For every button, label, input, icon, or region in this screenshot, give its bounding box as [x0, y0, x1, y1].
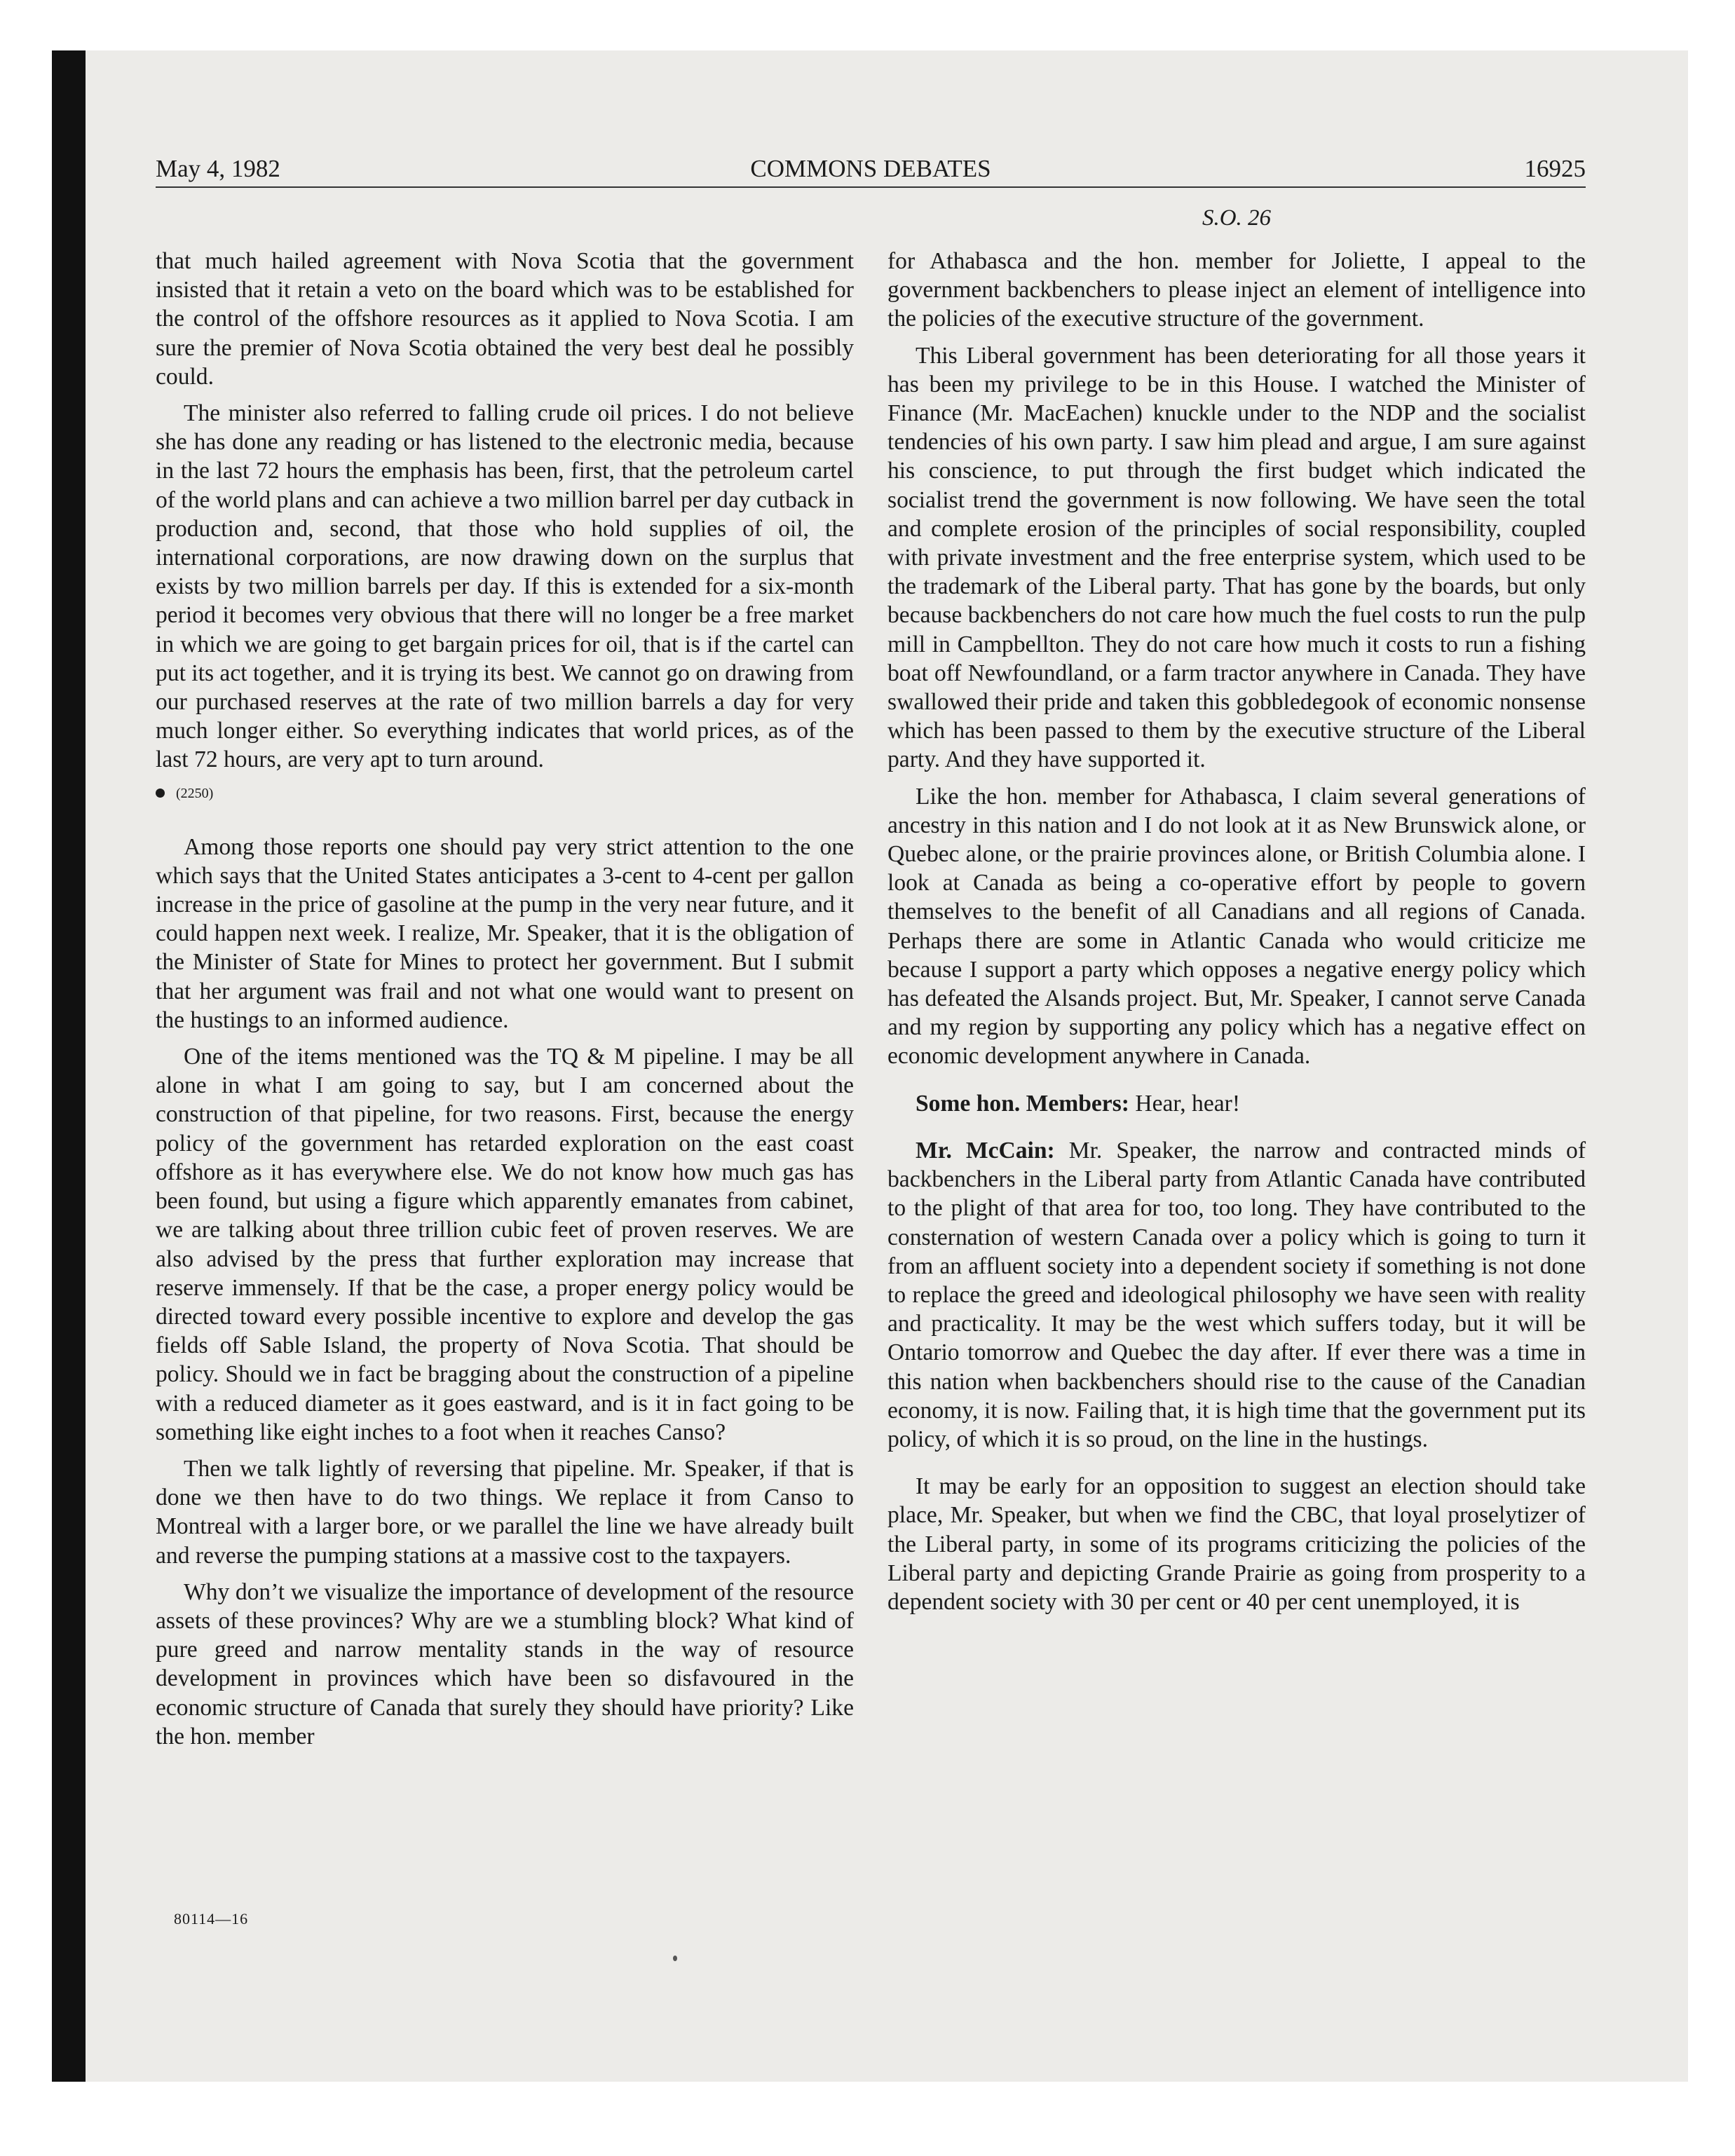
paragraph: for Athabasca and the hon. member for Joliette, I appeal to the government backbenchers to please inject an element of intelligence into the policies of the executive structure of the government. — [887, 248, 1586, 332]
time-marker-label: (2250) — [176, 785, 214, 801]
header-page-number: 16925 — [1524, 155, 1586, 182]
header-rule — [156, 186, 1586, 188]
paragraph: It may be early for an opposition to suggest an election should take place, Mr. Speaker, but when we find the CBC, that loyal proselytizer of the Liberal party, in some of its programs criticizing the policies of the Liberal party and depicting Grande Prairie as going from prosperity to a dependent society with 30 per cent or 40 per cent unemployed, it is — [887, 1473, 1586, 1615]
speaker-name: Some hon. Members: — [916, 1090, 1129, 1117]
speech-text: Mr. Speaker, the narrow and contracted minds of backbenchers in the Liberal party from Atlantic Canada have contributed to the plight of that area for too, too long. They have contributed to the consternation of western Canada over a policy which is going to turn it from an affluent society into a dependent society if something is not done to replace the greed and ideological philosophy we have seen with reality and practicality. It may be the west which suffers today, but it will be Ontario tomorrow and Quebec the day after. If ever there was a time in this nation when backbenchers should rise to the cause of the Canadian economy, it is now. Failing that, it is high time that the government put its policy, of which it is so proud, on the line in the hustings. — [887, 1137, 1586, 1452]
left-column — [156, 247, 854, 1759]
scan-speck — [673, 1956, 677, 1961]
paragraph: The minister also referred to falling crude oil prices. I do not believe she has done any reading or has listened to the electronic media, because in the last 72 hours the emphasis has been, first, that the petroleum cartel of the world plans and can achieve a two million barrel per day cutback in production and, second, that those who hold supplies of oil, the international corporations, are now drawing down on the surplus that exists by two million barrels per day. If this is extended for a six-month period it becomes very obvious that there will no longer be a free market in which we are going to get bargain prices for oil, that is if the cartel can put its act together, and it is trying its best. We cannot go on drawing from our purchased reserves at the rate of two million barrels a day for very much longer either. So everything indicates that world prices, as of the last 72 hours, are very apt to turn around. — [156, 400, 854, 773]
paragraph: Among those reports one should pay very strict attention to the one which says that the United States anticipates a 3-cent to 4-cent per gallon increase in the price of gasoline at the pump in the very near future, and it could happen next week. I realize, Mr. Speaker, that it is the obligation of the Minister of State for Mines to protect her government. But I submit that her argument was frail and not what one would want to present on the hustings to an informed audience. — [156, 833, 854, 1033]
paragraph: One of the items mentioned was the TQ & M pipeline. I may be all alone in what I am going to say, but I am concerned about the construction of that pipeline, for two reasons. First, because the energy policy of the government has retarded exploration on the east coast offshore as it has everywhere else. We do not know how much gas has been found, but using a figure which apparently emanates from cabinet, we are talking about three trillion cubic feet of proven reserves. We are also advised by the press that further exploration may increase that reserve immensely. If that be the case, a proper energy policy would be directed toward every possible incentive to explore and develop the gas fields off Sable Island, the property of Nova Scotia. That should be policy. Should we in fact be bragging about the construction of a pipeline with a reduced diameter as it goes eastward, and is it in fact going to be something like eight inches to a foot when it reaches Canso? — [156, 1044, 854, 1445]
interjection-text: Hear, hear! — [1129, 1090, 1241, 1117]
page-header — [156, 153, 1586, 185]
paragraph: Like the hon. member for Athabasca, I claim several generations of ancestry in this nation and I do not look at it as New Brunswick alone, or Quebec alone, or the prairie provinces alone, or British Columbia alone. I look at Canada as being a co-operative effort by people to govern themselves to the benefit of all Canadians and all regions of Canada. Perhaps there are some in Atlantic Canada who would criticize me because I support a party which opposes a negative energy policy which has defeated the Alsands project. But, Mr. Speaker, I cannot serve Canada and my region by supporting any policy which has a negative effect on economic development anywhere in Canada. — [887, 783, 1586, 1070]
paragraph: This Liberal government has been deteriorating for all those years it has been my privilege to be in this House. I watched the Minister of Finance (Mr. MacEachen) knuckle under to the NDP and the socialist tendencies of his own party. I saw him plead and argue, I am sure against his conscience, to put through the first budget which indicated the socialist trend the government is now following. We have seen the total and complete erosion of the principles of social responsibility, coupled with private investment and the free enterprise system, which used to be the trademark of the Liberal party. That has gone by the boards, but only because backbenchers do not care how much the fuel costs to run the pulp mill in Campbellton. They do not care how much it costs to run a fishing boat off Newfoundland, or a farm tractor anywhere in Canada. They have swallowed their pride and taken this gobbledegook of economic nonsense which has been passed to them by the executive structure of the Liberal party. And they have supported it. — [887, 342, 1586, 773]
footer-code: 80114—16 — [174, 1910, 249, 1928]
interjection — [887, 1089, 1586, 1118]
bullet-icon — [156, 789, 165, 798]
section-title: S.O. 26 — [1202, 205, 1272, 231]
speech — [887, 1136, 1586, 1454]
speaker-name: Mr. McCain: — [916, 1137, 1055, 1164]
paragraph: Then we talk lightly of reversing that pipeline. Mr. Speaker, if that is done we then have to do two things. We replace it from Canso to Montreal with a larger bore, or we parallel the line we have already built and reverse the pumping stations at a massive cost to the taxpayers. — [156, 1455, 854, 1569]
paragraph: that much hailed agreement with Nova Scotia that the government insisted that it retain a veto on the board which was to be established for the control of the offshore resources as it applied to Nova Scotia. I am sure the premier of Nova Scotia obtained the very best deal he possibly could. — [156, 248, 854, 390]
right-column — [887, 247, 1586, 1624]
time-marker — [156, 782, 854, 805]
scan-edge-bar — [52, 50, 86, 2082]
header-date: May 4, 1982 — [156, 155, 280, 182]
header-publication: COMMONS DEBATES — [750, 155, 991, 182]
paragraph: Why don’t we visualize the importance of development of the resource assets of these provinces? Why are we a stumbling block? What kind of pure greed and narrow mentality stands in the way of resource development in provinces which have been so disfavoured in the economic structure of Canada that surely they should have priority? Like the hon. member — [156, 1578, 854, 1749]
